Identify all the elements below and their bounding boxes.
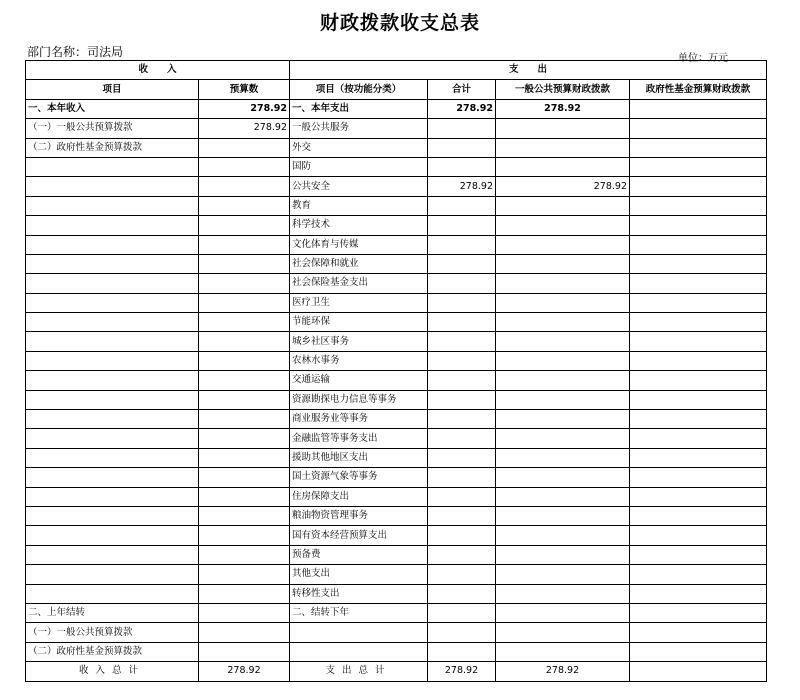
expense-general-cell: [496, 196, 630, 215]
expense-fund-cell: [630, 332, 767, 351]
income-item-cell: [26, 313, 199, 332]
income-value-cell: [199, 235, 290, 254]
table-row: [26, 487, 767, 506]
income-value-cell: [199, 410, 290, 429]
income-item-cell: [26, 157, 199, 176]
expense-item-cell: 社会保险基金支出: [290, 274, 428, 293]
table-row: [26, 177, 767, 196]
expense-fund-cell: [630, 313, 767, 332]
expense-fund-cell: [630, 157, 767, 176]
table-row: [26, 429, 767, 448]
table-row: [26, 584, 767, 603]
expense-general-cell: [496, 157, 630, 176]
expense-fund-cell: [630, 448, 767, 467]
income-value-cell: [199, 332, 290, 351]
expense-item-cell: 商业服务业等事务: [290, 410, 428, 429]
expense-item-cell: 援助其他地区支出: [290, 448, 428, 467]
expense-item-cell: 金融监管等事务支出: [290, 429, 428, 448]
expense-item-cell: 交通运输: [290, 371, 428, 390]
income-item-cell: [26, 254, 199, 273]
expense-general-cell: [496, 332, 630, 351]
expense-total-cell: [428, 119, 496, 138]
table-row: [26, 274, 767, 293]
income-item-cell: [26, 410, 199, 429]
income-item-cell: [26, 332, 199, 351]
expense-general-cell: [496, 254, 630, 273]
income-item-cell: [26, 506, 199, 525]
income-item-cell: [26, 293, 199, 312]
expense-total-cell: [428, 526, 496, 545]
expense-total-cell: [428, 487, 496, 506]
col-header-budget: 预算数: [199, 80, 290, 99]
expense-fund-cell: [630, 623, 767, 642]
expense-fund-cell: [630, 584, 767, 603]
expense-general-cell: [496, 119, 630, 138]
table-row: [26, 235, 767, 254]
expense-item-cell: 教育: [290, 196, 428, 215]
income-value-cell: [199, 177, 290, 196]
expense-fund-cell: [630, 429, 767, 448]
expense-item-cell: 其他支出: [290, 565, 428, 584]
expense-item-cell: 粮油物资管理事务: [290, 506, 428, 525]
table-row: [26, 138, 767, 157]
table-row: [26, 216, 767, 235]
income-item-cell: [26, 487, 199, 506]
income-item-cell: [26, 390, 199, 409]
table-row: [26, 332, 767, 351]
expense-item-cell: 预备费: [290, 545, 428, 564]
table-row: [26, 196, 767, 215]
header-row-columns: [26, 80, 767, 99]
expense-general-cell: [496, 487, 630, 506]
income-value-cell: 278.92: [199, 99, 290, 118]
income-item-cell: [26, 235, 199, 254]
income-item-cell: [26, 177, 199, 196]
income-value-cell: [199, 565, 290, 584]
totals-row: [26, 662, 767, 681]
expense-item-cell: 资源勘探电力信息等事务: [290, 390, 428, 409]
expense-item-cell: 国土资源气象等事务: [290, 468, 428, 487]
col-header-item-func: 项目（按功能分类）: [290, 80, 428, 99]
income-value-cell: [199, 293, 290, 312]
expense-general-cell: [496, 313, 630, 332]
department-label: 部门名称：司法局: [27, 45, 124, 59]
income-item-cell: [26, 216, 199, 235]
expense-fund-cell: [630, 235, 767, 254]
expense-item-cell: 城乡社区事务: [290, 332, 428, 351]
expense-general-cell: [496, 371, 630, 390]
expense-fund-cell: [630, 351, 767, 370]
expense-fund-cell: [630, 506, 767, 525]
income-value-cell: [199, 526, 290, 545]
expense-total-label: 支出总计: [290, 662, 428, 681]
income-item-cell: [26, 468, 199, 487]
expense-general-cell: [496, 429, 630, 448]
expense-item-cell: 一般公共服务: [290, 119, 428, 138]
expense-total-cell: [428, 235, 496, 254]
income-item-cell: [26, 196, 199, 215]
income-value-cell: [199, 545, 290, 564]
expense-general-cell: [496, 235, 630, 254]
income-item-cell: 二、上年结转: [26, 603, 199, 622]
income-item-cell: （一）一般公共预算拨款: [26, 119, 199, 138]
income-value-cell: [199, 623, 290, 642]
income-item-cell: [26, 274, 199, 293]
expense-item-cell: 文化体育与传媒: [290, 235, 428, 254]
expense-fund-cell: [630, 545, 767, 564]
expense-total-cell: [428, 429, 496, 448]
expense-total-value: 278.92: [428, 662, 496, 681]
expense-fund-cell: [630, 138, 767, 157]
unit-label: 单位：万元: [678, 53, 728, 64]
income-item-cell: [26, 545, 199, 564]
expense-fund-total-value: [630, 662, 767, 681]
expense-item-cell: 转移性支出: [290, 584, 428, 603]
expense-total-cell: [428, 293, 496, 312]
expense-item-cell: 国防: [290, 157, 428, 176]
expense-item-cell: 二、结转下年: [290, 603, 428, 622]
income-item-cell: [26, 351, 199, 370]
expense-general-cell: [496, 506, 630, 525]
expense-fund-cell: [630, 274, 767, 293]
expense-general-cell: [496, 138, 630, 157]
table-row: [26, 603, 767, 622]
table-row: [26, 313, 767, 332]
expense-general-cell: [496, 468, 630, 487]
expense-total-cell: [428, 545, 496, 564]
expense-general-cell: [496, 410, 630, 429]
expense-item-cell: 国有资本经营预算支出: [290, 526, 428, 545]
expense-fund-cell: [630, 196, 767, 215]
expense-fund-cell: [630, 487, 767, 506]
expense-total-cell: [428, 584, 496, 603]
income-value-cell: [199, 313, 290, 332]
table-row: [26, 545, 767, 564]
table-row: [26, 623, 767, 642]
table-row: [26, 254, 767, 273]
income-value-cell: [199, 487, 290, 506]
income-value-cell: [199, 274, 290, 293]
income-value-cell: [199, 216, 290, 235]
expense-general-cell: [496, 565, 630, 584]
income-item-cell: 一、本年收入: [26, 99, 199, 118]
expense-item-cell: 节能环保: [290, 313, 428, 332]
expense-fund-cell: [630, 216, 767, 235]
income-item-cell: [26, 448, 199, 467]
expense-fund-cell: [630, 254, 767, 273]
expense-general-cell: [496, 448, 630, 467]
expense-general-cell: [496, 623, 630, 642]
expense-fund-cell: [630, 99, 767, 118]
income-value-cell: [199, 584, 290, 603]
income-value-cell: [199, 642, 290, 661]
expense-fund-cell: [630, 565, 767, 584]
expense-item-cell: 科学技术: [290, 216, 428, 235]
expense-item-cell: 住房保障支出: [290, 487, 428, 506]
expense-total-cell: [428, 371, 496, 390]
expense-total-cell: [428, 603, 496, 622]
income-value-cell: [199, 429, 290, 448]
table-row: [26, 371, 767, 390]
expense-total-cell: [428, 254, 496, 273]
table-row: [26, 506, 767, 525]
expense-total-cell: [428, 138, 496, 157]
expense-header: 支 出: [290, 61, 767, 80]
table-row: [26, 351, 767, 370]
expense-general-cell: [496, 642, 630, 661]
expense-total-cell: [428, 157, 496, 176]
income-item-cell: （一）一般公共预算拨款: [26, 623, 199, 642]
table-row: [26, 468, 767, 487]
expense-item-cell: 农林水事务: [290, 351, 428, 370]
income-value-cell: [199, 468, 290, 487]
expense-total-cell: [428, 448, 496, 467]
budget-table: [25, 60, 767, 682]
expense-fund-cell: [630, 371, 767, 390]
expense-general-cell: [496, 603, 630, 622]
expense-fund-cell: [630, 410, 767, 429]
expense-item-cell: 公共安全: [290, 177, 428, 196]
col-header-general: 一般公共预算财政拨款: [496, 80, 630, 99]
expense-total-cell: [428, 196, 496, 215]
expense-fund-cell: [630, 642, 767, 661]
expense-general-cell: [496, 216, 630, 235]
table-row: [26, 526, 767, 545]
table-row: [26, 390, 767, 409]
expense-general-cell: [496, 293, 630, 312]
expense-general-cell: [496, 526, 630, 545]
expense-item-cell: [290, 642, 428, 661]
income-value-cell: [199, 138, 290, 157]
expense-total-cell: [428, 468, 496, 487]
income-value-cell: [199, 371, 290, 390]
col-header-item: 项目: [26, 80, 199, 99]
income-value-cell: [199, 196, 290, 215]
expense-total-cell: 278.92: [428, 99, 496, 118]
expense-total-cell: [428, 390, 496, 409]
expense-item-cell: 一、本年支出: [290, 99, 428, 118]
col-header-total: 合计: [428, 80, 496, 99]
table-row: [26, 642, 767, 661]
expense-general-cell: [496, 545, 630, 564]
income-item-cell: [26, 371, 199, 390]
expense-fund-cell: [630, 603, 767, 622]
expense-general-cell: 278.92: [496, 99, 630, 118]
table-row: [26, 293, 767, 312]
income-value-cell: [199, 603, 290, 622]
income-total-value: 278.92: [199, 662, 290, 681]
expense-general-cell: [496, 390, 630, 409]
expense-general-cell: 278.92: [496, 177, 630, 196]
expense-total-cell: [428, 565, 496, 584]
income-item-cell: [26, 429, 199, 448]
income-total-label: 收入总计: [26, 662, 199, 681]
expense-item-cell: 外交: [290, 138, 428, 157]
expense-total-cell: [428, 332, 496, 351]
expense-fund-cell: [630, 468, 767, 487]
expense-total-cell: [428, 216, 496, 235]
expense-total-cell: [428, 506, 496, 525]
income-value-cell: [199, 157, 290, 176]
expense-general-cell: [496, 351, 630, 370]
expense-total-cell: [428, 410, 496, 429]
expense-total-cell: [428, 274, 496, 293]
income-item-cell: [26, 584, 199, 603]
expense-fund-cell: [630, 390, 767, 409]
income-value-cell: [199, 448, 290, 467]
page-title: 财政拨款收支总表: [319, 12, 480, 34]
income-item-cell: （二）政府性基金预算拨款: [26, 642, 199, 661]
expense-fund-cell: [630, 119, 767, 138]
income-value-cell: 278.92: [199, 119, 290, 138]
expense-item-cell: 医疗卫生: [290, 293, 428, 312]
income-value-cell: [199, 506, 290, 525]
income-value-cell: [199, 390, 290, 409]
expense-total-cell: [428, 351, 496, 370]
table-row: [26, 410, 767, 429]
expense-general-cell: [496, 274, 630, 293]
expense-fund-cell: [630, 526, 767, 545]
expense-general-total-value: 278.92: [496, 662, 630, 681]
income-item-cell: （二）政府性基金预算拨款: [26, 138, 199, 157]
expense-total-cell: [428, 623, 496, 642]
income-item-cell: [26, 565, 199, 584]
income-value-cell: [199, 254, 290, 273]
expense-item-cell: 社会保障和就业: [290, 254, 428, 273]
income-header: 收 入: [26, 61, 290, 80]
header-row-group: [26, 61, 767, 80]
expense-item-cell: [290, 623, 428, 642]
table-row: [26, 119, 767, 138]
expense-general-cell: [496, 584, 630, 603]
expense-total-cell: [428, 642, 496, 661]
income-item-cell: [26, 526, 199, 545]
expense-fund-cell: [630, 177, 767, 196]
expense-total-cell: 278.92: [428, 177, 496, 196]
col-header-fund: 政府性基金预算财政拨款: [630, 80, 767, 99]
table-row: [26, 565, 767, 584]
table-row: [26, 99, 767, 118]
expense-fund-cell: [630, 293, 767, 312]
table-row: [26, 157, 767, 176]
expense-total-cell: [428, 313, 496, 332]
table-row: [26, 448, 767, 467]
income-value-cell: [199, 351, 290, 370]
